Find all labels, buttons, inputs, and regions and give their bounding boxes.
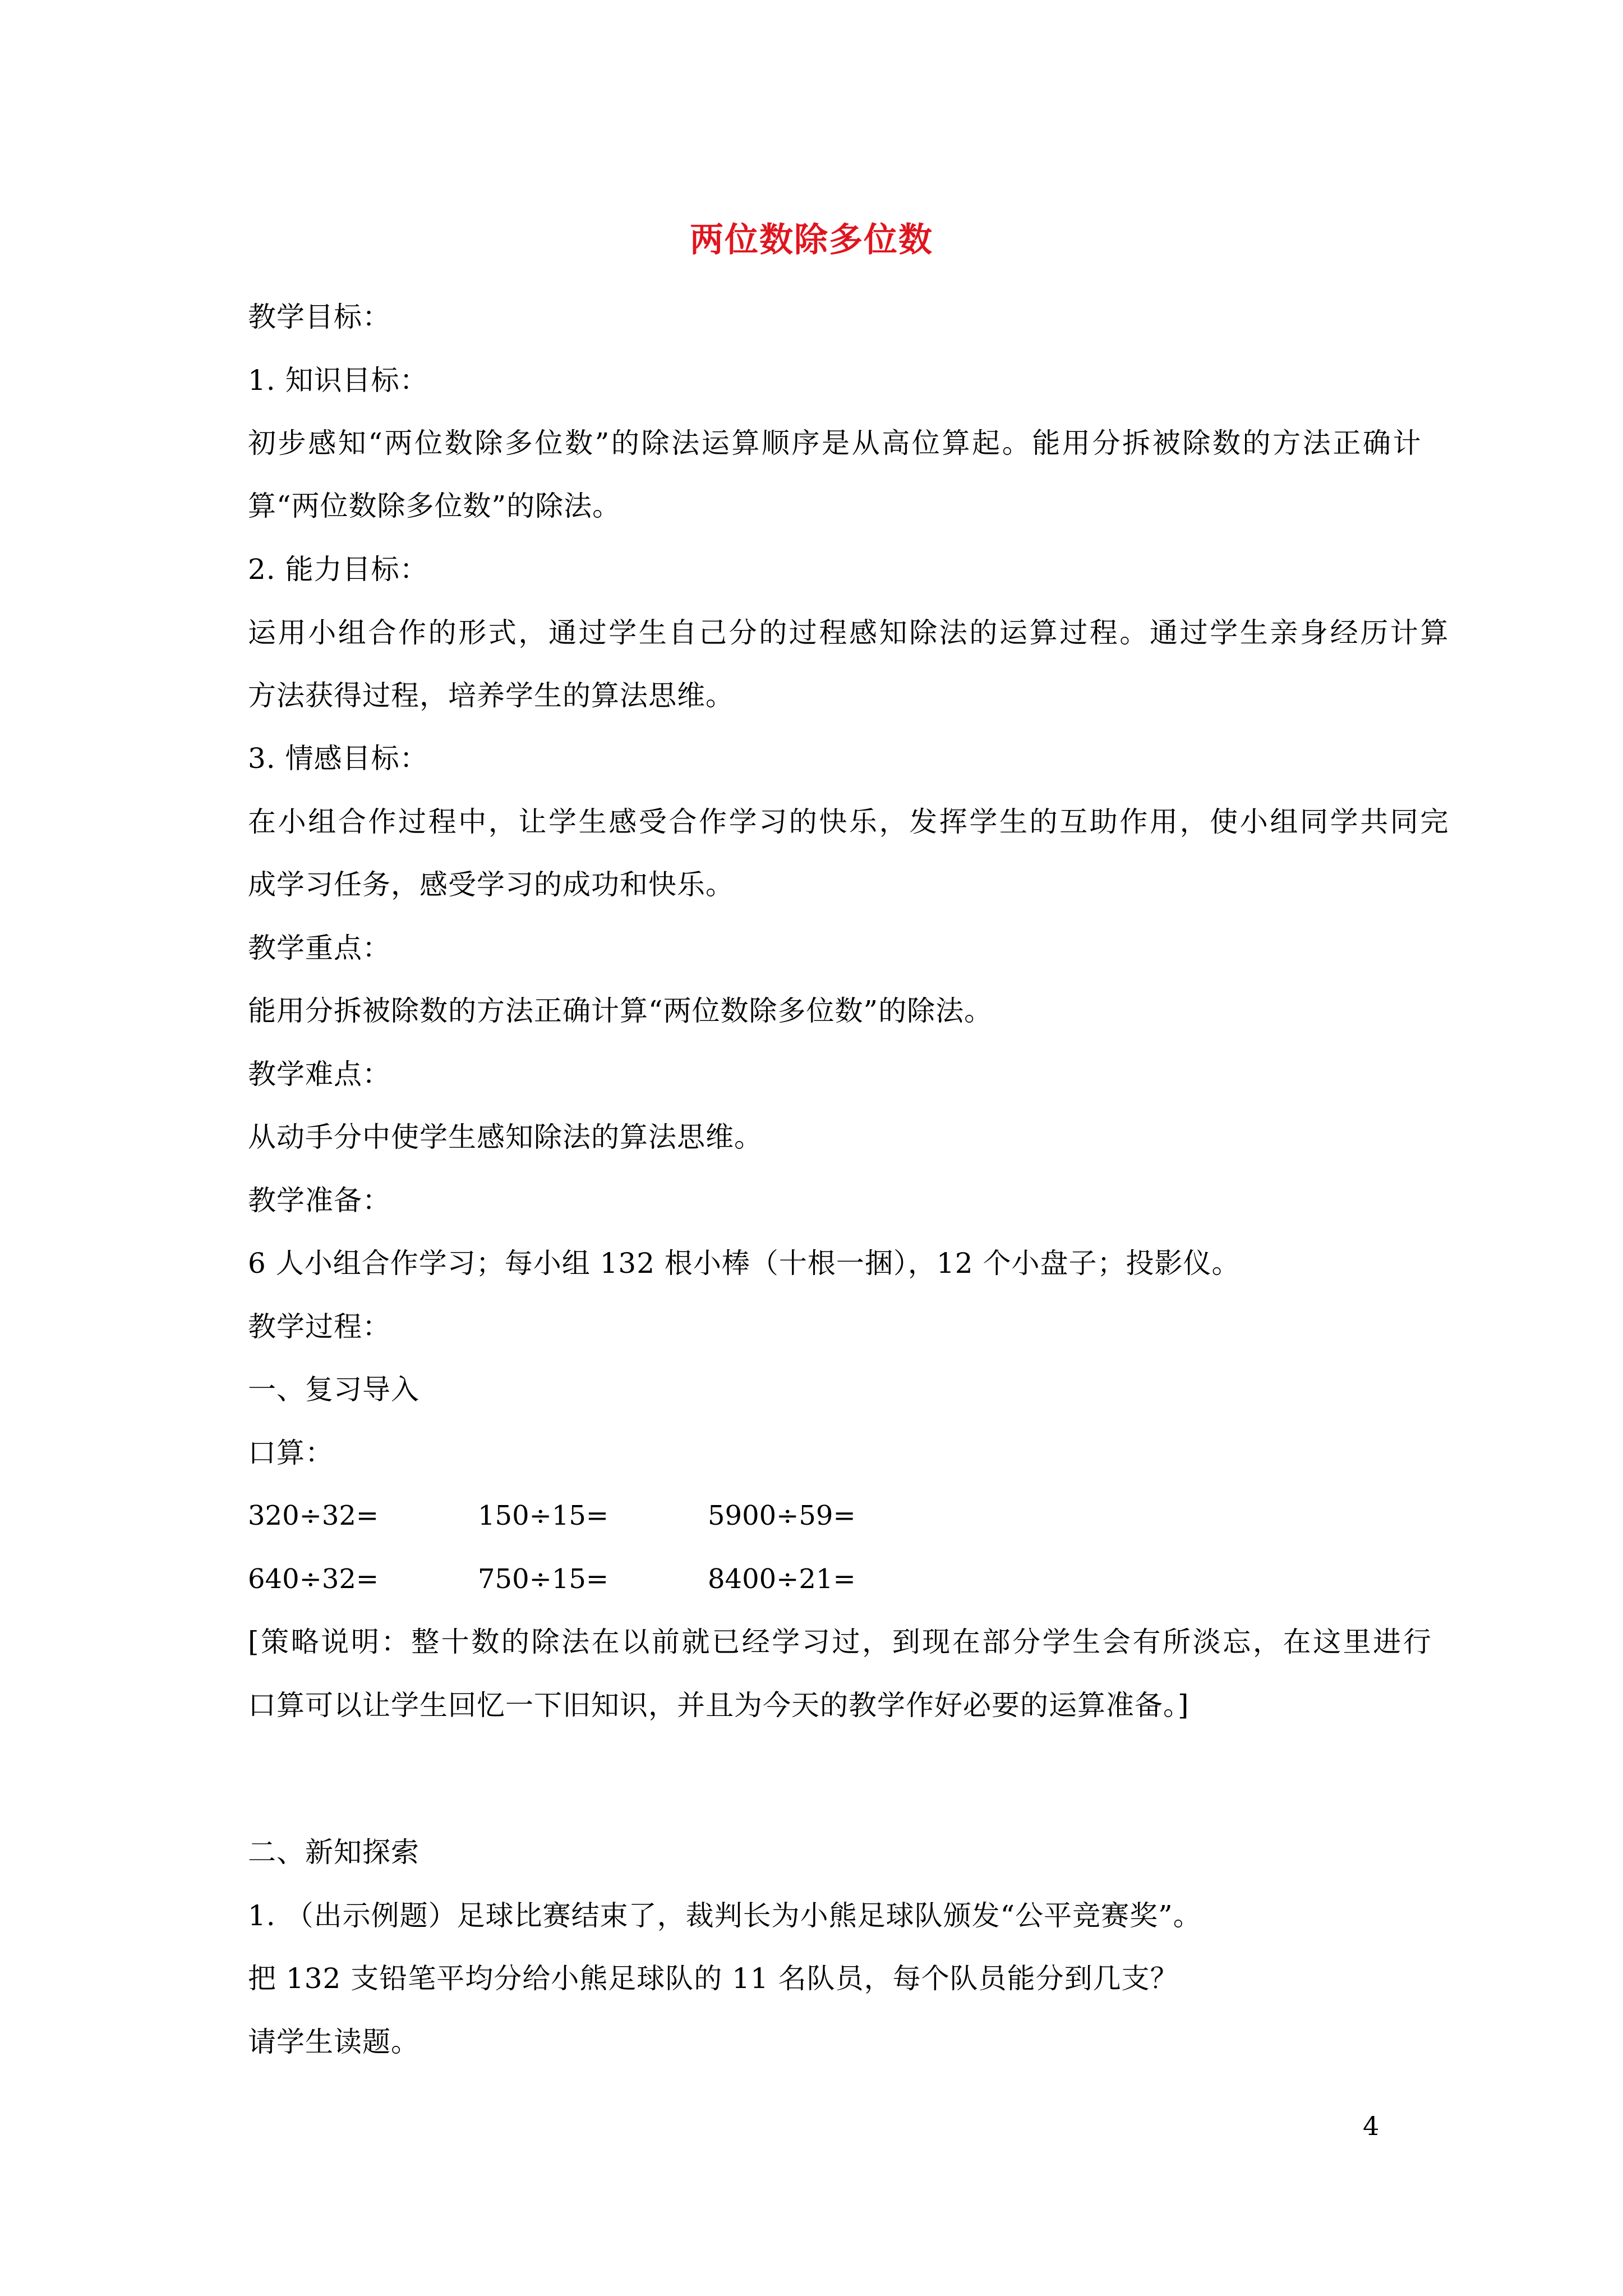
emotion-goal-heading: 3. 情感目标： (248, 742, 428, 775)
oral-calc-item: 150÷15= (478, 1500, 609, 1531)
preparation-text: 6 人小组合作学习；每小组 132 根小棒（十根一捆），12 个小盘子；投影仪。 (248, 1247, 1241, 1280)
strategy-note-line-1: [策略说明：整十数的除法在以前就已经学习过，到现在部分学生会有所淡忘，在这里进行 (248, 1626, 1433, 1658)
key-points-text: 能用分拆被除数的方法正确计算“两位数除多位数”的除法。 (248, 995, 993, 1027)
knowledge-goal-heading: 1. 知识目标： (248, 364, 428, 397)
heading-difficulties: 教学难点： (248, 1058, 391, 1091)
heading-process: 教学过程： (248, 1310, 391, 1343)
knowledge-goal-text-1: 初步感知“两位数除多位数”的除法运算顺序是从高位算起。能用分拆被除数的方法正确计 (248, 427, 1423, 459)
example-question: 把 132 支铅笔平均分给小熊足球队的 11 名队员，每个队员能分到几支？ (248, 1962, 1179, 1995)
ability-goal-heading: 2. 能力目标： (248, 553, 428, 586)
oral-calc-item: 640÷32= (248, 1563, 379, 1595)
section-new-knowledge-heading: 二、新知探索 (248, 1836, 419, 1869)
oral-calc-item: 320÷32= (248, 1500, 379, 1531)
emotion-goal-text-1: 在小组合作过程中，让学生感受合作学习的快乐，发挥学生的互助作用，使小组同学共同完 (248, 806, 1450, 838)
oral-calc-item: 750÷15= (478, 1563, 609, 1595)
oral-calc-label: 口算： (248, 1437, 334, 1469)
ability-goal-text-2: 方法获得过程，培养学生的算法思维。 (248, 679, 734, 712)
document-title: 两位数除多位数 (690, 220, 933, 260)
heading-preparation: 教学准备： (248, 1184, 391, 1217)
oral-calc-item: 5900÷59= (708, 1500, 856, 1531)
strategy-note-line-2: 口算可以让学生回忆一下旧知识，并且为今天的教学作好必要的运算准备。] (248, 1689, 1189, 1722)
difficulties-text: 从动手分中使学生感知除法的算法思维。 (248, 1121, 763, 1153)
knowledge-goal-text-2: 算“两位数除多位数”的除法。 (248, 490, 621, 522)
ability-goal-text-1: 运用小组合作的形式，通过学生自己分的过程感知除法的运算过程。通过学生亲身经历计算 (248, 616, 1450, 649)
oral-calc-item: 8400÷21= (708, 1563, 856, 1595)
example-intro: 1. （出示例题）足球比赛结束了，裁判长为小熊足球队颁发“公平竞赛奖”。 (248, 1899, 1202, 1932)
heading-teaching-goals: 教学目标： (248, 301, 391, 333)
emotion-goal-text-2: 成学习任务，感受学习的成功和快乐。 (248, 868, 734, 901)
read-question-instruction: 请学生读题。 (248, 2026, 419, 2058)
section-review-heading: 一、复习导入 (248, 1373, 419, 1406)
heading-key-points: 教学重点： (248, 932, 391, 964)
page-number: 4 (1363, 2111, 1380, 2141)
